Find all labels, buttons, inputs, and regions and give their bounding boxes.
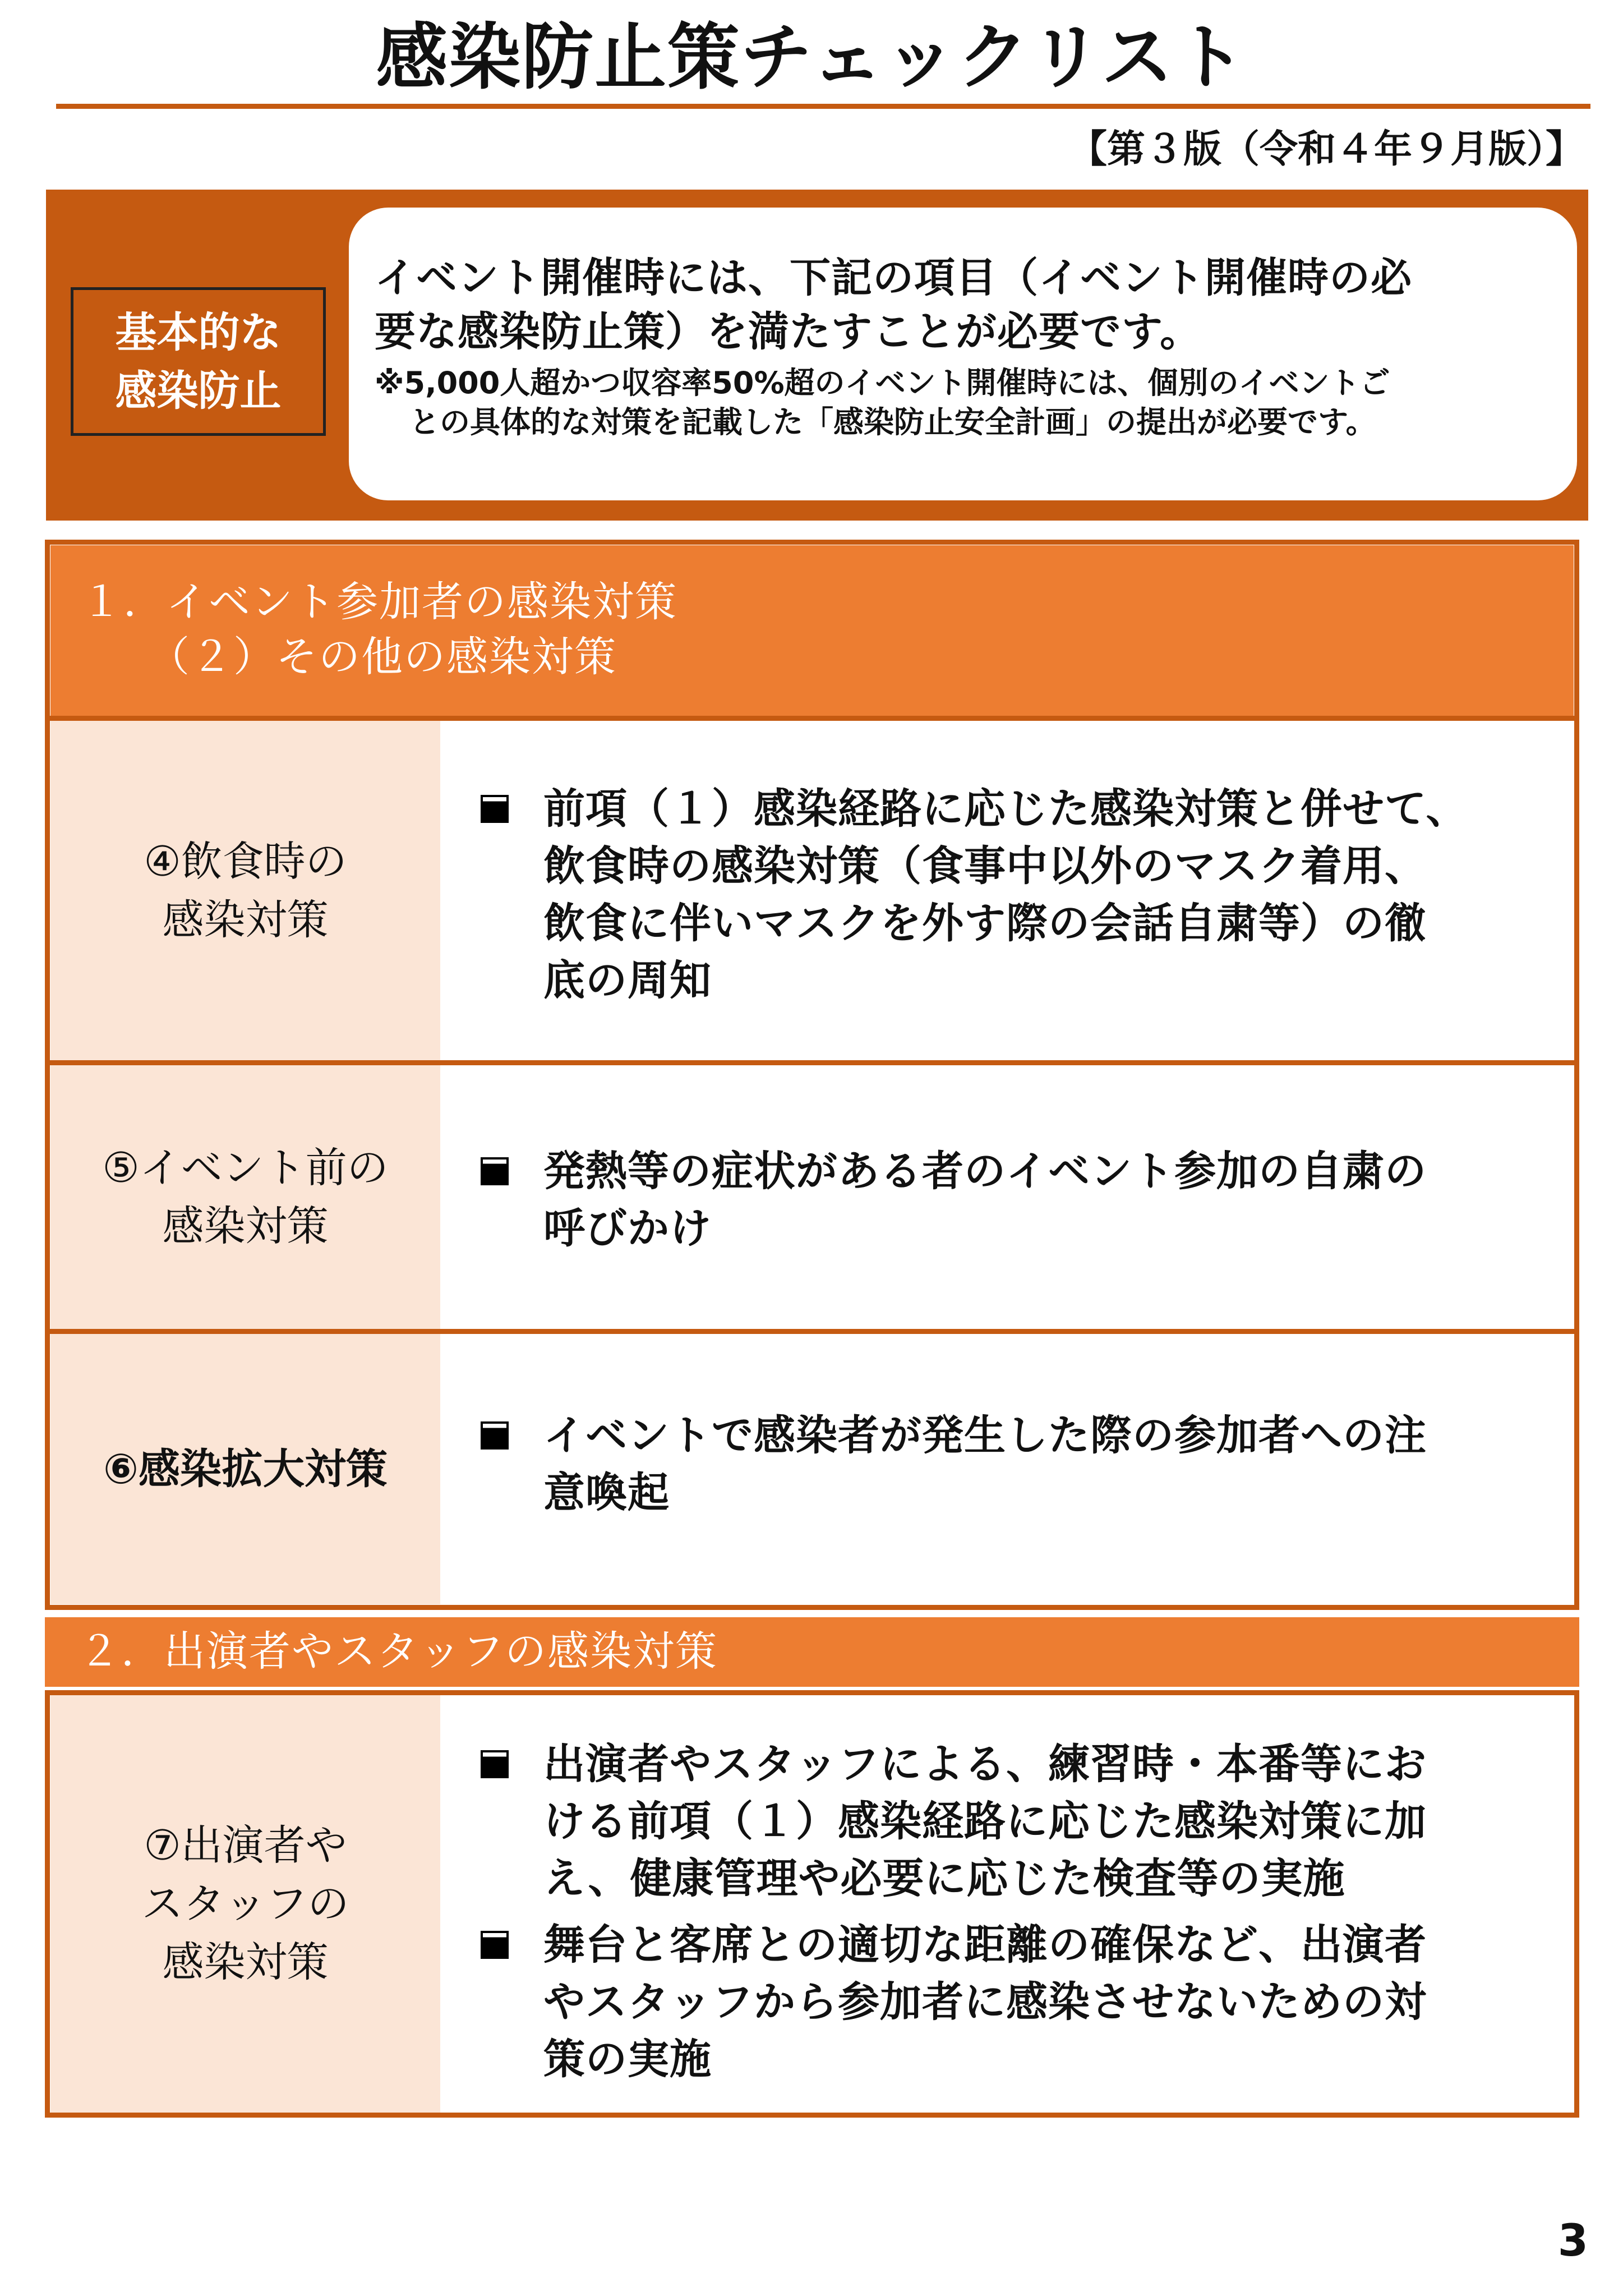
section1-subtitle: （２）その他の感染対策 <box>148 633 617 681</box>
checklist-item-text <box>543 1143 1427 1257</box>
edition-label: 【第３版（令和４年９月版）】 <box>1068 127 1584 172</box>
row-label-line: 感染対策 <box>162 895 329 944</box>
basic-label-line: 感染防止 <box>115 366 282 415</box>
basic-prevention-description <box>349 208 1577 500</box>
row-label-line: スタッフの <box>141 1880 349 1928</box>
row-label-line: ④飲食時の <box>144 837 347 886</box>
item-line: 呼びかけ <box>543 1204 712 1253</box>
checklist-item-text <box>543 1736 1427 1907</box>
checklist-item <box>481 1407 1551 1521</box>
item-line: 発熱等の症状がある者のイベント参加の自粛の <box>543 1147 1427 1195</box>
section1-heading <box>50 545 1574 716</box>
row-content-spread <box>440 1334 1574 1604</box>
row-label-line: ⑥感染拡大対策 <box>103 1445 388 1493</box>
section1-title: １．イベント参加者の感染対策 <box>81 578 677 626</box>
item-line: 意喚起 <box>543 1469 670 1517</box>
checklist-item-text <box>543 1916 1427 2088</box>
square-bullet-icon <box>481 1157 509 1185</box>
row-label-line: 感染対策 <box>162 1202 329 1250</box>
row-content-dining <box>440 721 1574 1060</box>
item-line: やスタッフから参加者に感染させないための対 <box>543 1978 1427 2026</box>
item-line: 出演者やスタッフによる、練習時・本番等にお <box>543 1740 1427 1788</box>
page-number: 3 <box>1557 2216 1588 2266</box>
row-label-line: ⑦出演者や <box>144 1821 347 1870</box>
section2-heading: ２．出演者やスタッフの感染対策 <box>45 1617 1579 1687</box>
item-line: 飲食時の感染対策（食事中以外のマスク着用、 <box>543 842 1427 890</box>
item-line: え、健康管理や必要に応じた検査等の実施 <box>543 1855 1345 1903</box>
item-line: 底の周知 <box>543 956 712 1005</box>
basic-lead-line: イベント開催時には、下記の項目（イベント開催時の必 <box>375 254 1412 302</box>
page-title: 感染防止策チェックリスト <box>376 16 1247 99</box>
checklist-item-text <box>543 780 1468 1009</box>
square-bullet-icon <box>481 1421 509 1450</box>
row-label-dining <box>50 721 440 1060</box>
title-underline <box>56 104 1590 109</box>
checklist-item-text <box>543 1407 1427 1521</box>
row-content-pre-event <box>440 1065 1574 1329</box>
basic-note-line: との具体的な対策を記載した「感染防止安全計画」の提出が必要です。 <box>409 404 1376 440</box>
basic-label-line: 基本的な <box>115 308 282 357</box>
square-bullet-icon <box>481 1931 509 1959</box>
row-label-line: ⑤イベント前の <box>102 1144 389 1192</box>
row-label-performers <box>50 1695 440 2113</box>
item-line: 前項（１）感染経路に応じた感染対策と併せて、 <box>543 785 1468 833</box>
checklist-item <box>481 1916 1551 2088</box>
checklist-item <box>481 1736 1551 1907</box>
divider <box>45 1060 1579 1065</box>
item-line: 舞台と客席との適切な距離の確保など、出演者 <box>543 1921 1427 1969</box>
square-bullet-icon <box>481 1750 509 1778</box>
square-bullet-icon <box>481 795 509 823</box>
checklist-item <box>481 780 1551 1009</box>
row-label-pre-event <box>50 1065 440 1329</box>
item-line: イベントで感染者が発生した際の参加者への注 <box>543 1411 1427 1460</box>
divider <box>45 716 1579 721</box>
basic-prevention-label <box>71 287 326 436</box>
row-label-line: 感染対策 <box>162 1938 329 1986</box>
basic-note-line: ※5,000人超かつ収容率50%超のイベント開催時には、個別のイベントご <box>375 365 1390 401</box>
checklist-item <box>481 1143 1551 1257</box>
item-line: 策の実施 <box>543 2035 712 2083</box>
divider <box>45 1329 1579 1334</box>
item-line: ける前項（１）感染経路に応じた感染対策に加 <box>543 1797 1427 1846</box>
row-label-spread <box>50 1334 440 1604</box>
basic-lead-line: 要な感染防止策）を満たすことが必要です。 <box>375 308 1202 356</box>
row-content-performers <box>440 1695 1574 2113</box>
item-line: 飲食に伴いマスクを外す際の会話自粛等）の徹 <box>543 899 1427 947</box>
